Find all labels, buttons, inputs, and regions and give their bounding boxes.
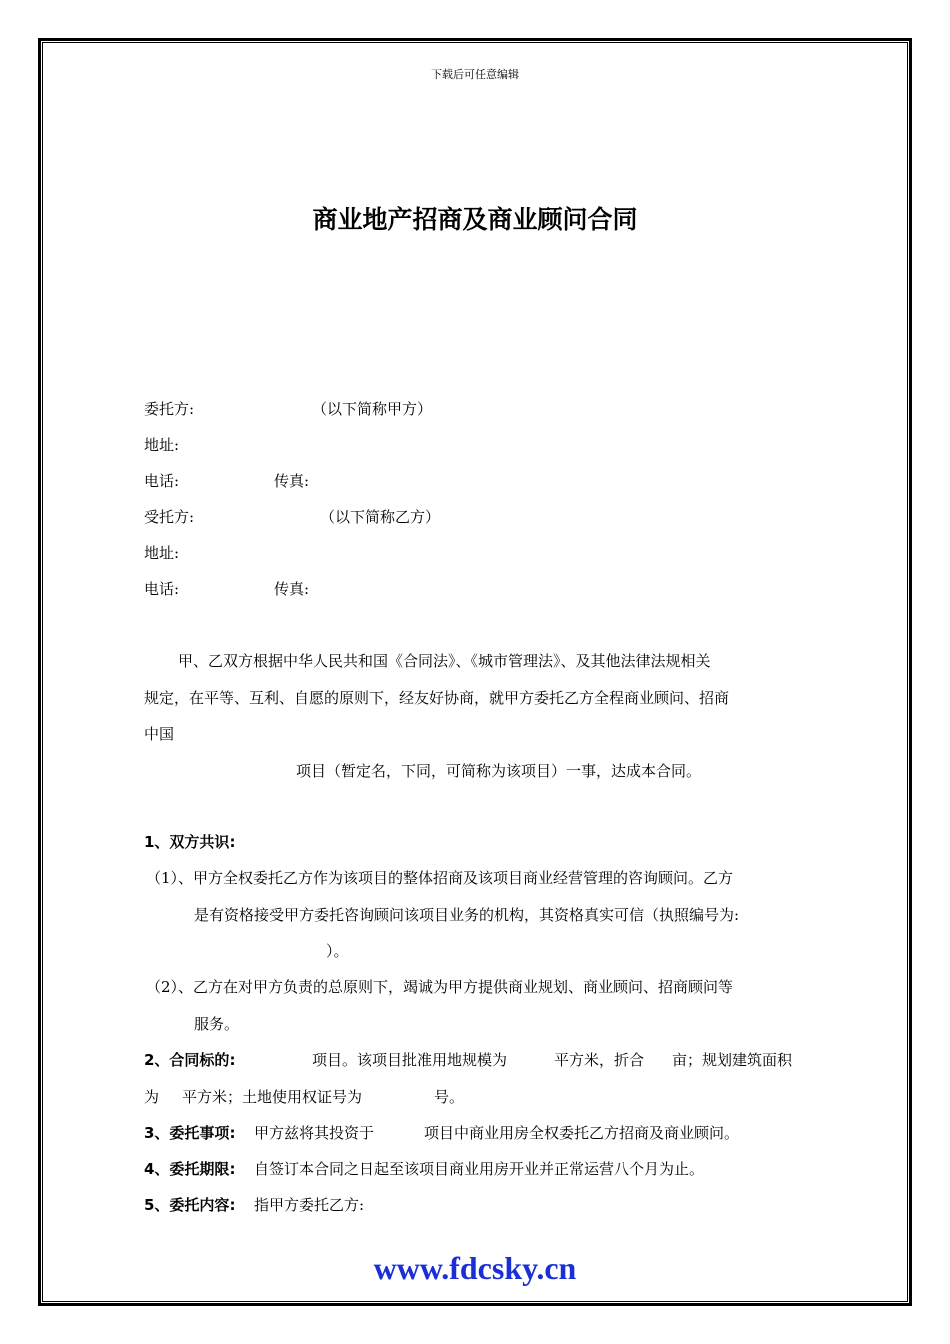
footer-website-link[interactable]: www.fdcsky.cn: [373, 1250, 577, 1286]
client-label: 委托方:: [144, 400, 195, 418]
section-2-text: 号。: [434, 1088, 465, 1106]
section-3-text: 甲方兹将其投资于: [254, 1124, 375, 1142]
client-note: （以下简称甲方）: [312, 400, 433, 418]
section-2-heading: 2、合同标的:: [144, 1051, 236, 1069]
section-4-heading: 4、委托期限:: [144, 1160, 236, 1178]
section-2-text: 平方米；土地使用权证号为: [182, 1088, 363, 1106]
agent-note: （以下简称乙方）: [320, 508, 441, 526]
client-phone-label: 电话:: [144, 472, 180, 490]
section-1-item-1: ）。: [326, 942, 349, 960]
preamble-line: 项目（暂定名，下同，可简称为该项目）一事，达成本合同。: [296, 762, 702, 780]
preamble-line: 规定，在平等、互利、自愿的原则下，经友好协商，就甲方委托乙方全程商业顾问、招商: [144, 689, 730, 707]
section-5-heading: 5、委托内容:: [144, 1196, 236, 1214]
section-3-heading: 3、委托事项:: [144, 1124, 236, 1142]
section-1-item-2: （2）、乙方在对甲方负责的总原则下，竭诚为甲方提供商业规划、商业顾问、招商顾问等: [146, 978, 734, 996]
preamble-line: 甲、乙双方根据中华人民共和国《合同法》、《城市管理法》、及其他法律法规相关: [178, 652, 711, 670]
section-2-text: 亩；规划建筑面积: [672, 1051, 793, 1069]
section-3-text: 项目中商业用房全权委托乙方招商及商业顾问。: [424, 1124, 740, 1142]
document-title: 商业地产招商及商业顾问合同: [312, 205, 638, 234]
agent-label: 受托方:: [144, 508, 195, 526]
section-4-text: 自签订本合同之日起至该项目商业用房开业并正常运营八个月为止。: [254, 1160, 705, 1178]
preamble-line: 中国: [144, 725, 175, 743]
section-2-text: 为: [144, 1088, 160, 1106]
section-1-heading: 1、双方共识:: [144, 833, 236, 851]
section-5-text: 指甲方委托乙方:: [254, 1196, 365, 1214]
agent-address-label: 地址:: [144, 544, 180, 562]
client-address-label: 地址:: [144, 436, 180, 454]
client-fax-label: 传真:: [274, 472, 310, 490]
section-1-item-1: 是有资格接受甲方委托咨询顾问该项目业务的机构，其资格真实可信（执照编号为:: [194, 906, 740, 924]
section-2-text: 平方米，折合: [554, 1051, 645, 1069]
section-2-text: 项目。该项目批准用地规模为: [312, 1051, 508, 1069]
section-1-item-1: （1）、甲方全权委托乙方作为该项目的整体招商及该项目商业经营管理的咨询顾问。乙方: [146, 869, 734, 887]
agent-phone-label: 电话:: [144, 580, 180, 598]
section-1-item-2: 服务。: [194, 1015, 240, 1033]
agent-fax-label: 传真:: [274, 580, 310, 598]
page-header: 下载后可任意编辑: [431, 68, 519, 81]
